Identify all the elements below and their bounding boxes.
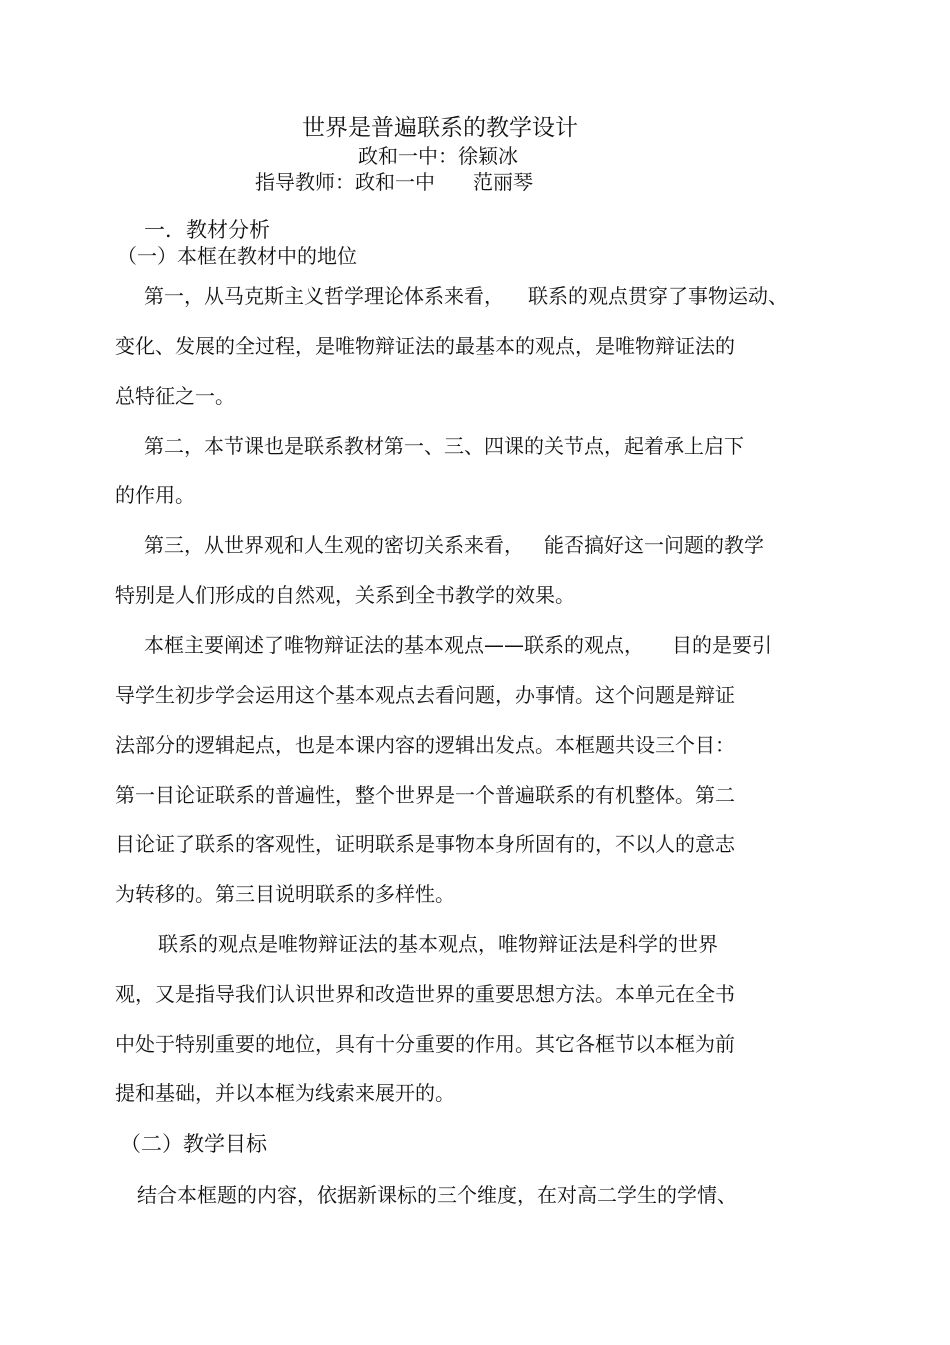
paragraph-line: 总特征之一。 [115,384,235,408]
subsection-heading-1: （一）本框在教材中的地位 [117,244,357,268]
subsection-heading-2: （二）教学目标 [120,1132,267,1156]
paragraph-line: 的作用。 [115,483,195,507]
text-segment: 本框主要阐述了唯物辩证法的基本观点——联系的观点， [144,633,644,657]
paragraph-line: 提和基础，并以本框为线索来展开的。 [115,1081,455,1105]
paragraph-line: 目论证了联系的客观性，证明联系是事物本身所固有的，不以人的意志 [115,832,735,856]
paragraph-line: 联系的观点是唯物辩证法的基本观点，唯物辩证法是科学的世界 [158,932,718,956]
advisor-school: 指导教师：政和一中 [255,170,435,194]
advisor-line [255,169,533,195]
section-heading-1: 一．教材分析 [144,218,270,242]
paragraph-line [144,632,772,658]
document-title: 世界是普遍联系的教学设计 [302,115,578,141]
text-segment: 联系的观点贯穿了事物运动、 [528,284,788,308]
author-line: 政和一中：徐颖冰 [358,144,518,168]
text-segment: 目的是要引 [672,633,772,657]
paragraph-line: 导学生初步学会运用这个基本观点去看问题，办事情。这个问题是辩证 [115,683,735,707]
paragraph-line: 为转移的。第三目说明联系的多样性。 [115,882,455,906]
advisor-name: 范丽琴 [473,170,533,194]
text-segment: 能否搞好这一问题的教学 [544,533,764,557]
paragraph-line [144,532,764,558]
paragraph-line: 观，又是指导我们认识世界和改造世界的重要思想方法。本单元在全书 [115,982,735,1006]
text-segment: 第三，从世界观和人生观的密切关系来看， [144,533,524,557]
paragraph-line: 法部分的逻辑起点，也是本课内容的逻辑出发点。本框题共设三个目： [115,733,735,757]
text-segment: 第一，从马克斯主义哲学理论体系来看， [144,284,504,308]
paragraph-line: 第二，本节课也是联系教材第一、三、四课的关节点，起着承上启下 [144,434,744,458]
paragraph-line: 中处于特别重要的地位，具有十分重要的作用。其它各框节以本框为前 [115,1032,735,1056]
paragraph-line: 特别是人们形成的自然观，关系到全书教学的效果。 [115,583,575,607]
paragraph-line: 结合本框题的内容，依据新课标的三个维度，在对高二学生的学情、 [137,1183,737,1207]
paragraph-line: 第一目论证联系的普遍性，整个世界是一个普遍联系的有机整体。第二 [115,783,735,807]
paragraph-line [144,283,788,309]
paragraph-line: 变化、发展的全过程，是唯物辩证法的最基本的观点，是唯物辩证法的 [115,334,735,358]
